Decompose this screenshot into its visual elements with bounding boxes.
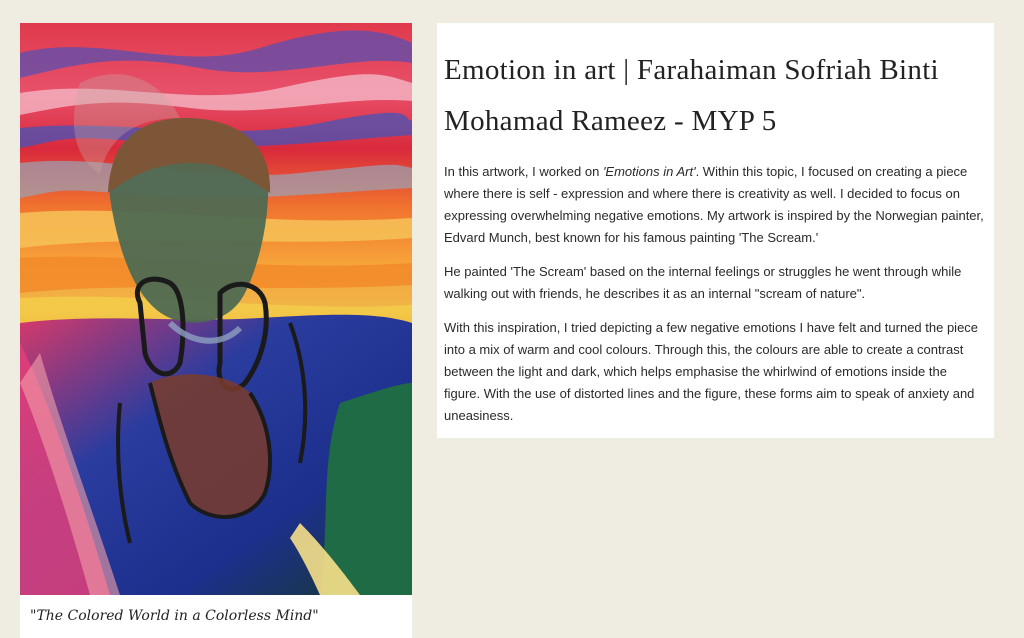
paragraph-3: With this inspiration, I tried depicting a few negative emotions I have felt and turned the piece into a mix of warm and cool colours. Through this, the colours are able to create a contrast between the light and dark, which helps emphasise the whirlwind of emotions inside the figure. With the use of distorted lines and the figure, these forms aim to speak of anxiety and uneasiness. xyxy=(444,320,979,423)
artwork-card xyxy=(20,23,412,638)
paragraph-1-text-a: In this artwork, I worked on xyxy=(444,164,603,179)
paragraph-1 xyxy=(444,161,986,249)
article-card xyxy=(437,23,994,438)
article-title: Emotion in art | Farahaiman Sofriah Binti Mohamad Rameez - MYP 5 xyxy=(444,54,939,137)
paragraph-1-text-b: . Within this topic, I focused on creating a piece where there is self - expression and where there is creativity as well. I decided to focus on expressing overwhelming negative emotions. My artwork is inspired by the Norwegian painter, Edvard Munch, best known for his famous painting 'The Scream.' xyxy=(444,164,984,245)
paragraph-2: He painted 'The Scream' based on the internal feelings or struggles he went through while walking out with friends, he describes it as an internal "scream of nature". xyxy=(444,264,962,301)
artwork-image xyxy=(20,23,412,595)
article-body xyxy=(444,161,986,427)
artwork-caption: "The Colored World in a Colorless Mind" xyxy=(30,608,319,624)
paragraph-1-emphasis: 'Emotions in Art' xyxy=(602,164,696,179)
